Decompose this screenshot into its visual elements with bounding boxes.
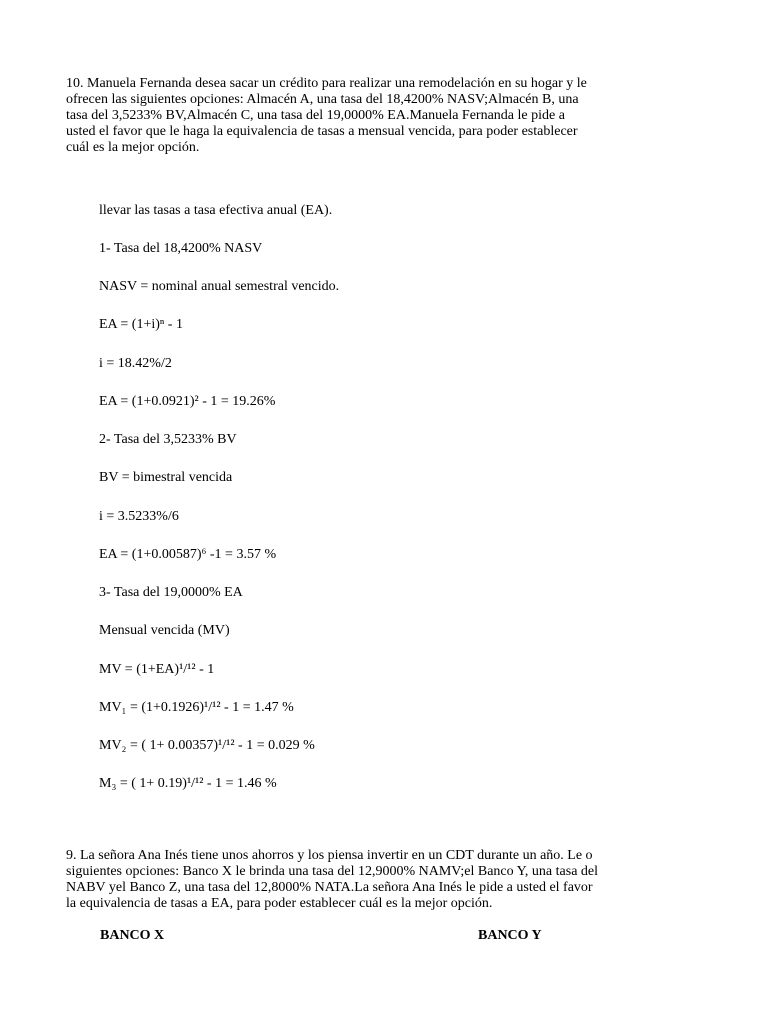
rate-3-heading: 3- Tasa del 19,0000% EA (99, 585, 243, 600)
mv1-result: MV₁ = (1+0.1926)¹/¹² - 1 = 1.47 % (99, 700, 294, 715)
problem-9-statement: 9. La señora Ana Inés tiene unos ahorros y los piensa invertir en un CDT durante un año. Le o siguientes opciones: Banco X le brinda una tasa del 12,9000% NAMV;el Banco Y, una tasa del NABV yel Banco Z, una tasa del 12,8000% NATA.La señora Ana Inés le pide a usted el favor la equivalencia de tasas a EA, para poder establecer cuál es la mejor opción. (66, 848, 599, 911)
mv2-result: MV₂ = ( 1+ 0.00357)¹/¹² - 1 = 0.029 % (99, 738, 315, 753)
ea-result-1: EA = (1+0.0921)² - 1 = 19.26% (99, 394, 276, 409)
m3-result: M₃ = ( 1+ 0.19)¹/¹² - 1 = 1.46 % (99, 776, 277, 791)
nasv-definition: NASV = nominal anual semestral vencido. (99, 279, 340, 294)
i-bimonthly: i = 3.5233%/6 (99, 509, 179, 524)
i-semester: i = 18.42%/2 (99, 356, 172, 371)
ea-result-2: EA = (1+0.00587)⁶ -1 = 3.57 % (99, 547, 277, 562)
rate-1-heading: 1- Tasa del 18,4200% NASV (99, 241, 263, 256)
instruction-line: llevar las tasas a tasa efectiva anual (EA). (99, 203, 333, 218)
rate-2-heading: 2- Tasa del 3,5233% BV (99, 432, 237, 447)
mv-formula: MV = (1+EA)¹/¹² - 1 (99, 662, 215, 677)
bank-y-heading: BANCO Y (478, 928, 542, 943)
problem-10-statement: 10. Manuela Fernanda desea sacar un crédito para realizar una remodelación en su hogar y le ofrecen las siguientes opciones: Almacén A, una tasa del 18,4200% NASV;Almacén B, una tasa del 3,5233% BV,Almacén C, una tasa del 19,0000% EA.Manuela Fernanda le pide a usted el favor que le haga la equivalencia de tasas a mensual vencida, para poder establecer cuál es la mejor opción. (66, 76, 587, 155)
bv-definition: BV = bimestral vencida (99, 470, 233, 485)
bank-x-heading: BANCO X (100, 928, 165, 943)
ea-formula: EA = (1+i)ⁿ - 1 (99, 317, 183, 332)
mv-heading: Mensual vencida (MV) (99, 623, 230, 638)
